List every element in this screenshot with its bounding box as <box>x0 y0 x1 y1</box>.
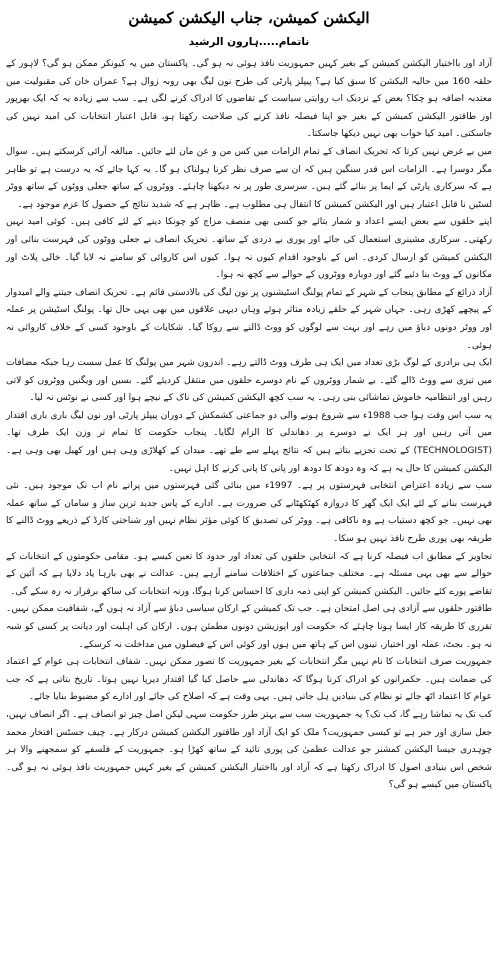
article-paragraph: میں بے غرض نہیں کرتا کہ تحریک انصاف کے تمام الزامات میں کس من و عن مان لئے جائیں۔ مبالغہ آرائی کرسکتے ہیں۔ سوال مگر دوسرا ہے۔ الزامات اس قدر سنگین ہیں کہ ان سے صرف نظر کرنا ہولناک ہو گا۔ یہ کہا جائے کہ یہ درست ہے تو ظاہر ہے کہ سرکاری پارٹی کے ایما پر بنائے گئے ہیں۔ سرسری طور پر نہ دیکھنا چاہئے۔ ووٹروں کے ساتھ جعلی ووٹوں کے ساتھ ووٹر لسٹیں نا قابل اعتبار ہیں اور الیکشن کمیشن کا انتقال ہی مطلوب ہے۔ ظاہر ہے کہ شدید نتائج کے حصول کا عزم موجود ہے۔ <box>6 146 492 210</box>
article-paragraph: آزاد اور بااختیار الیکشن کمیشن کے بغیر کہیں جمہوریت نافذ ہوئی نہ ہو گی۔ پاکستان میں یہ کیونکر ممکن ہو گی؟ لاہور کے حلقہ 160 میں حالیہ الیکشن کا سبق کیا ہے؟ پیپلز پارٹی کی طرح نون لیگ بھی روبہ زوال ہے؟ عمران خان کی مقبولیت میں معتدبہ اضافہ ہو چکا؟ بعض کے نزدیک اب روایتی سیاست کے تقاضوں کا ادراک کرنے لگی ہے۔ سب سے زیادہ یہ کہ ایک بھرپور اور طاقتور الیکشن کمیشن کے بغیر جو اپنا فیصلہ نافذ کرنے کی صلاحیت رکھتا ہو، قابل اعتبار انتخابات کی امید نہیں کی جاسکتی۔ امید کیا خواب بھی نہیں دیکھا جاسکتا۔ <box>6 59 492 140</box>
article-paragraph: تجاویز کے مطابق اب فیصلہ کرنا ہے کہ انتخابی حلقوں کی تعداد اور حدود کا تعین کیسے ہو۔ مقامی حکومتوں کے انتخابات کے حوالے سے بھی یہی مسئلہ ہے۔ مختلف جماعتوں کے اختلافات سامنے آرہے ہیں۔ عدالت نے بھی بارہا یاد دلایا ہے کہ آئین کے تقاضے پورے کئے جائیں۔ الیکشن کمیشن کو اپنی ذمہ داری کا احساس کرنا ہوگا، ورنہ انتخابات کی ساکھ برقرار نہ رہ سکے گی۔ <box>6 551 492 597</box>
article-paragraph: اپنے حلقوں سے بعض ایسے اعداد و شمار بتائے جو کسی بھی منصف مزاج کو چونکا دینے کے لئے کافی ہیں۔ کوئی امید نہیں رکھتی۔ سرکاری مشینری استعمال کی جائے اور پوری بے دردی کے ساتھ۔ تحریک انصاف نے جعلی ووٹوں کی فہرست بنائی اور الیکشن کمیشن کو ارسال کردی۔ اس کے باوجود اقدام کیوں نہ ہوا۔ کیوں اس کاروائی کو سامنے نہ لایا گیا۔ خالی پلاٹ اور مکانوں کے ووٹ بنا دئیے گئے اور دوبارہ ووٹروں کے حوالے سے کچھ نہ ہوا۔ <box>6 217 492 281</box>
article-paragraph: سب سے زیادہ اعتراض انتخابی فہرستوں پر ہے۔ 1997ء میں بنائی گئی فہرستوں میں پرانے نام اب تک موجود ہیں۔ نئی فہرست بنانے کے لئے ایک ایک گھر کا دروازہ کھٹکھٹانے کی ضرورت ہے۔ ادارے کے پاس جدید ترین ساز و سامان کے ساتھ عملہ بھی نہیں۔ جو کچھ دستیاب ہے وہ ناکافی ہے۔ ووٹر کی تصدیق کا کوئی مؤثر نظام نہیں اور شناختی کارڈ کے ذریعے ووٹ ڈالنے کا طریقہ بھی پوری طرح نافذ نہیں ہو سکا۔ <box>6 481 492 545</box>
article-paragraph: آزاد ذرائع کے مطابق پنجاب کے شہر کے تمام پولنگ اسٹیشنوں پر نون لیگ کی بالادستی قائم ہے۔ تحریک انصاف جیتنے والے امیدوار کے پیچھے کھڑی رہی۔ جہاں شہر کے حلقے زیادہ متاثر ہوئے وہاں دیہی علاقوں میں بھی یہی حال تھا۔ پولنگ اسٹیشن پر عملہ اور ووٹر دونوں دباؤ میں رہے اور بہت سے لوگوں کو ووٹ ڈالنے سے روکا گیا۔ شکایات کے باوجود کسی کے خلاف کاروائی نہ ہوئی۔ <box>6 287 492 351</box>
article-title: الیکشن کمیشن، جناب الیکشن کمیشن <box>128 9 370 27</box>
article-paragraph: طاقتور حلقوں سے آزادی ہی اصل امتحان ہے۔ جب تک کمیشن کے ارکان سیاسی دباؤ سے آزاد نہ ہوں گے، شفافیت ممکن نہیں۔ تقرری کا طریقہ کار ایسا ہونا چاہئے کہ حکومت اور اپوزیشن دونوں مطمئن ہوں۔ ارکان کی اہلیت اور دیانت پر کسی کو شبہ نہ ہو۔ بجٹ، عملہ اور اختیار، تینوں اس کے ہاتھ میں ہوں اور کوئی اس کے فیصلوں میں مداخلت نہ کرسکے۔ <box>6 604 492 650</box>
article-paragraph: ایک ہی برادری کے لوگ بڑی تعداد میں ایک ہی طرف ووٹ ڈالتے رہے۔ اندرون شہر میں پولنگ کا عمل سست رہا جبکہ مضافات میں تیزی سے ووٹ ڈالے گئے۔ بے شمار ووٹروں کے نام دوسرے حلقوں میں منتقل کردیئے گئے۔ بسیں اور ویگنیں ووٹروں کو لاتی رہیں اور انتظامیہ خاموش تماشائی بنی رہی۔ یہ سب کچھ الیکشن کمیشن کی ناک کے نیچے ہوا اور کسی نے نوٹس نہ لیا۔ <box>6 358 492 404</box>
article-byline: ناتمام.....ہارون الرشید <box>188 36 310 48</box>
article-body <box>6 56 492 795</box>
article-paragraph: جمہوریت صرف انتخابات کا نام نہیں مگر انتخابات کے بغیر جمہوریت کا تصور ممکن نہیں۔ شفاف انتخابات ہی عوام کے اعتماد کی ضمانت ہیں۔ حکمرانوں کو ادراک کرنا ہوگا کہ دھاندلی سے حاصل کیا گیا اقتدار دیرپا نہیں ہوتا۔ تاریخ بتاتی ہے کہ جب عوام کا اعتماد اٹھ جائے تو نظام کی بنیادیں ہل جاتی ہیں۔ یہی وقت ہے کہ اصلاح کی جائے اور ادارے کو مضبوط بنایا جائے۔ <box>6 657 492 703</box>
article-paragraph: یہ سب اس وقت ہوا جب 1988ء سے شروع ہونے والی دو جماعتی کشمکش کے دوران پیپلز پارٹی اور نون لیگ باری باری اقتدار میں آتی رہیں اور ہر ایک نے دوسرے پر دھاندلی کا الزام لگایا۔ پنجاب حکومت کا تمام تر وزن ایک طرف تھا۔ (TECHNOLOGIST) کے تحت تجزیے بتاتے ہیں کہ نتائج پہلے سے طے تھے۔ میدان کے کھلاڑی وہی ہیں اور کھیل بھی وہی ہے۔ الیکشن کمیشن کا حال یہ ہے کہ وہ دودھ کا دودھ اور پانی کا پانی کرنے کا اہل نہیں۔ <box>6 410 492 474</box>
article-paragraph: کب تک یہ تماشا رہے گا، کب تک؟ یہ جمہوریت سب سے بہتر طرز حکومت سہی لیکن اصل چیز تو انصاف ہے۔ اگر انصاف نہیں، جعل سازی اور جبر ہے تو کیسی جمہوریت؟ ملک کو ایک آزاد اور طاقتور الیکشن کمیشن درکار ہے۔ چیف جسٹس افتخار محمد چوہدری جیسا الیکشن کمشنر جو عدالت عظمیٰ کی پوری تائید کے ساتھ کھڑا ہو۔ جمہوریت کے فلسفے کو سمجھنے والا ہر شخص اس بنیادی اصول کا ادراک رکھتا ہے کہ آزاد اور بااختیار الیکشن کمیشن کے بغیر کہیں جمہوریت نافذ ہوئی نہ ہو گی۔ پاکستان میں کیسے ہو گی؟ <box>6 709 492 791</box>
